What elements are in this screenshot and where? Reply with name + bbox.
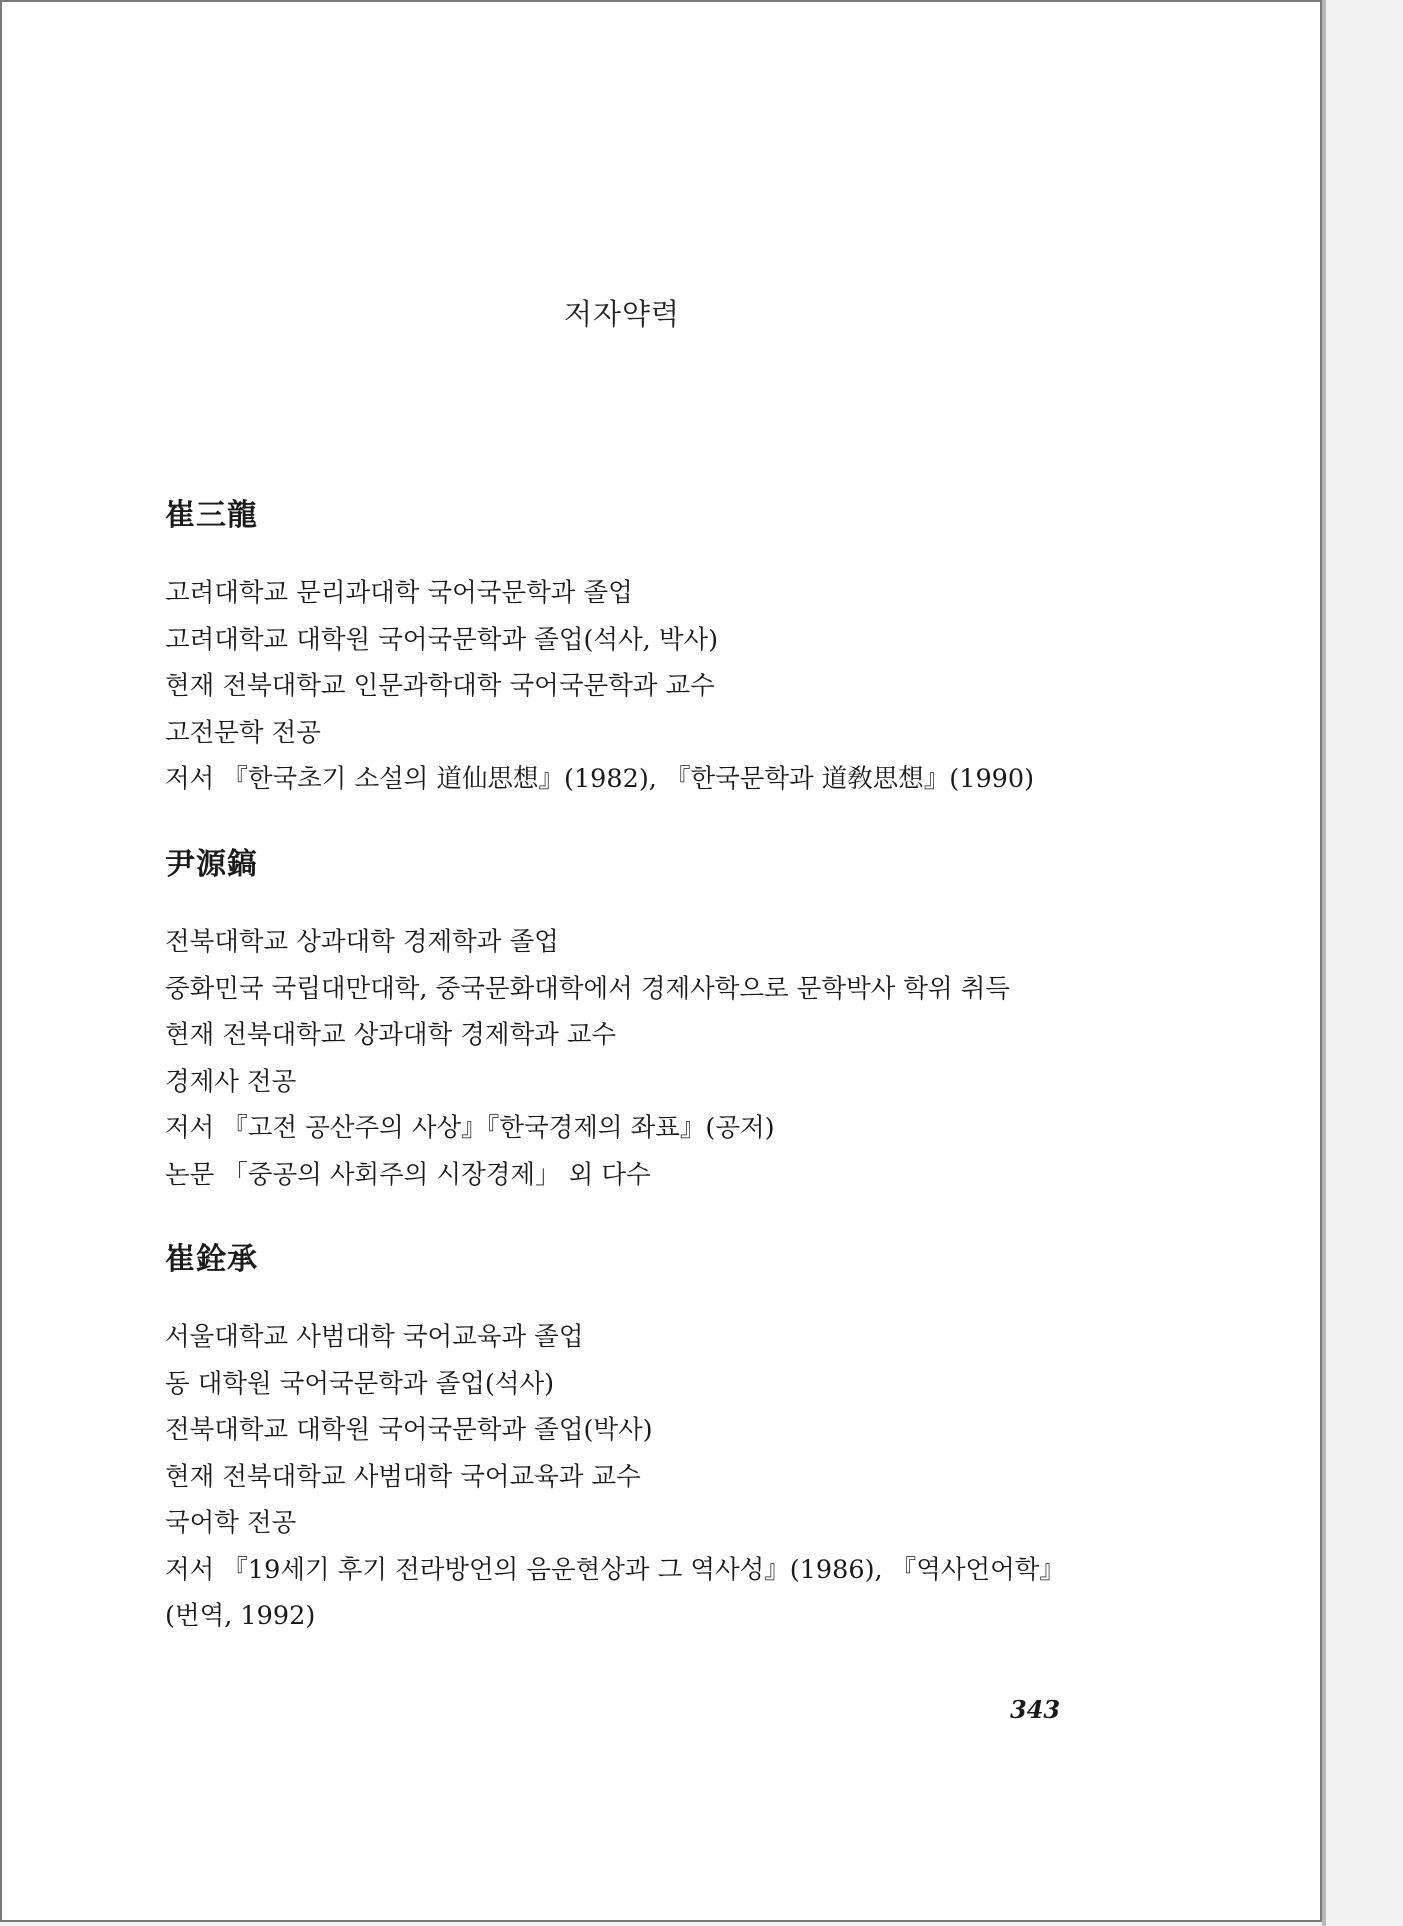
bio-line: 논문 「중공의 사회주의 시장경제」 외 다수 [165,1159,651,1190]
bio-line: 저서 『한국초기 소설의 道仙思想』(1982), 『한국문학과 道敎思想』(1990) [165,764,1035,794]
bio-line: 고려대학교 대학원 국어국문학과 졸업(석사, 박사) [165,624,719,655]
page-number: 343 [1010,1695,1061,1724]
bio-line: 국어학 전공 [165,1508,297,1538]
bio-line: 고전문학 전공 [165,717,321,748]
bio-line: 동 대학원 국어국문학과 졸업(석사) [165,1368,555,1399]
page-heading: 저자약력 [563,297,681,331]
page-edge-shadow [1322,0,1326,1926]
author-name: 崔銓承 [165,1242,258,1277]
bio-line: 현재 전북대학교 사범대학 국어교육과 교수 [165,1461,641,1492]
author-entry [165,845,1125,1198]
author-entry [165,1240,1125,1640]
author-name: 崔三龍 [165,498,258,533]
bio-line: 경제사 전공 [165,1066,297,1097]
author-entry [165,496,1125,803]
author-bio [165,570,1125,803]
bio-line: 전북대학교 상과대학 경제학과 졸업 [165,927,559,957]
bio-line: 저서 『고전 공산주의 사상』『한국경제의 좌표』(공저) [165,1113,775,1143]
bio-line: 현재 전북대학교 인문과학대학 국어국문학과 교수 [165,671,715,701]
author-bio [165,919,1125,1198]
bio-line: 전북대학교 대학원 국어국문학과 졸업(박사) [165,1415,653,1445]
bio-line: 서울대학교 사범대학 국어교육과 졸업 [165,1322,584,1352]
bio-line: 중화민국 국립대만대학, 중국문화대학에서 경제사학으로 문학박사 학위 취득 [165,973,1010,1004]
author-bio [165,1314,1125,1640]
bio-line: 현재 전북대학교 상과대학 경제학과 교수 [165,1020,617,1050]
bio-line: 고려대학교 문리과대학 국어국문학과 졸업 [165,578,633,608]
author-name: 尹源鎬 [165,847,258,882]
bio-line: 저서 『19세기 후기 전라방언의 음운현상과 그 역사성』(1986), 『역사언어학』(번역, 1992) [165,1554,1065,1631]
